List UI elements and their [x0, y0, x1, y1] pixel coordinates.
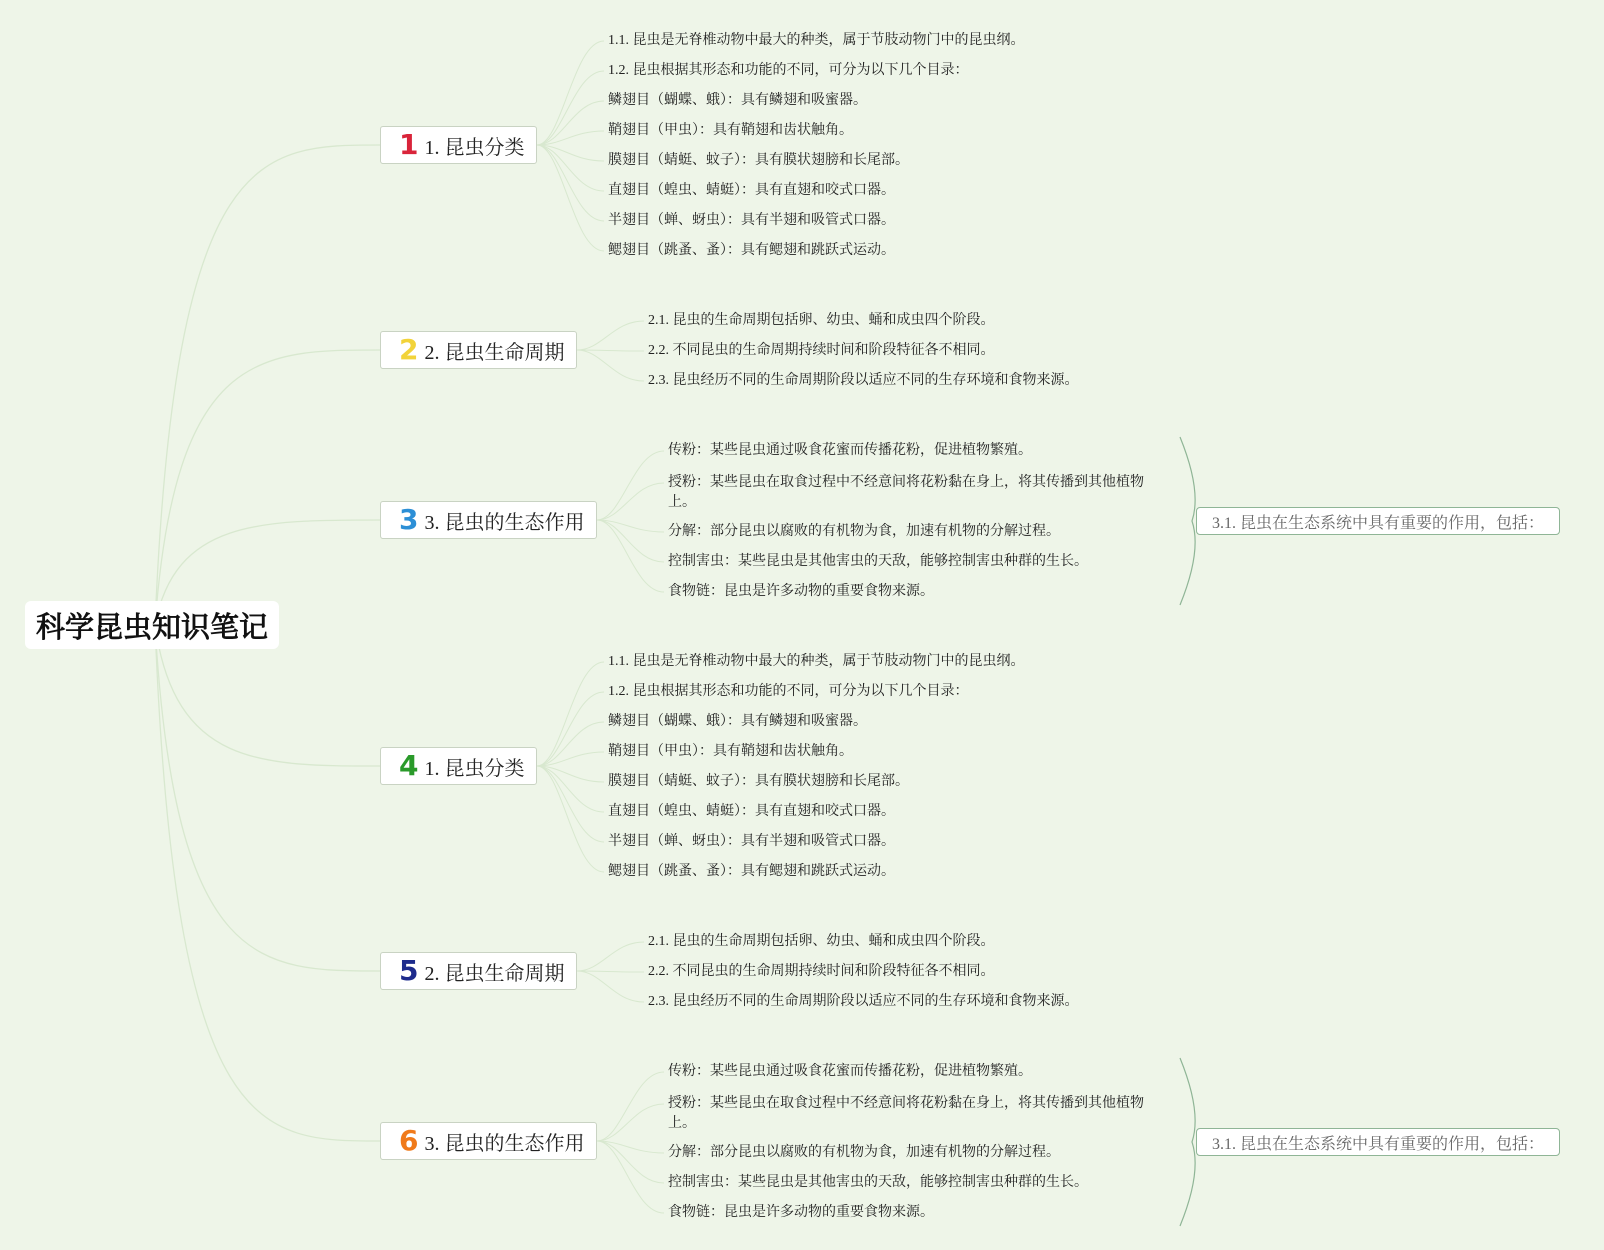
leaf-connector	[537, 131, 604, 145]
topic-4[interactable]	[380, 747, 537, 785]
leaf-item[interactable]: 传粉：某些昆虫通过吸食花蜜而传播花粉，促进植物繁殖。	[668, 1064, 1032, 1079]
leaf-connector	[537, 766, 604, 782]
leaf-connector	[537, 71, 604, 145]
leaf-connector	[597, 1141, 664, 1153]
leaf-item[interactable]: 2.3. 昆虫经历不同的生命周期阶段以适应不同的生存环境和食物来源。	[648, 373, 1079, 388]
leaf-item[interactable]: 2.2. 不同昆虫的生命周期持续时间和阶段特征各不相同。	[648, 964, 995, 979]
leaf-connector	[537, 722, 604, 766]
leaf-connector	[537, 145, 604, 251]
leaf-connector	[537, 766, 604, 842]
topic-3[interactable]	[380, 501, 597, 539]
leaf-connector	[597, 1141, 664, 1213]
leaf-item[interactable]: 控制害虫：某些昆虫是其他害虫的天敌，能够控制害虫种群的生长。	[668, 554, 1088, 569]
leaf-connector	[537, 145, 604, 161]
leaf-item[interactable]: 2.1. 昆虫的生命周期包括卵、幼虫、蛹和成虫四个阶段。	[648, 313, 995, 328]
leaf-item[interactable]: 食物链：昆虫是许多动物的重要食物来源。	[668, 1205, 934, 1220]
leaf-connector	[597, 451, 664, 520]
leaf-item[interactable]: 1.1. 昆虫是无脊椎动物中最大的种类，属于节肢动物门中的昆虫纲。	[608, 33, 1025, 48]
leaf-connector	[597, 1104, 664, 1141]
leaf-item[interactable]: 鳞翅目（蝴蝶、蛾）：具有鳞翅和吸蜜器。	[608, 93, 867, 108]
leaf-item[interactable]: 直翅目（蝗虫、蜻蜓）：具有直翅和咬式口器。	[608, 183, 895, 198]
topic-label: 3. 昆虫的生态作用	[424, 511, 585, 534]
topic-label: 2. 昆虫生命周期	[424, 341, 565, 364]
leaf-connector	[597, 1072, 664, 1141]
topic-1[interactable]	[380, 126, 537, 164]
topic-6[interactable]	[380, 1122, 597, 1160]
leaf-connector	[537, 662, 604, 766]
leaf-connector	[537, 692, 604, 766]
leaf-item[interactable]: 直翅目（蝗虫、蜻蜓）：具有直翅和咬式口器。	[608, 804, 895, 819]
summary-topic[interactable]: 3.1. 昆虫在生态系统中具有重要的作用，包括：	[1196, 507, 1560, 535]
leaf-item[interactable]: 授粉：某些昆虫在取食过程中不经意间将花粉黏在身上，将其传播到其他植物上。	[668, 1096, 1144, 1131]
leaf-connector	[597, 520, 664, 562]
leaf-item[interactable]: 膜翅目（蜻蜓、蚊子）：具有膜状翅膀和长尾部。	[608, 153, 909, 168]
topic-number-6: 6	[399, 1124, 419, 1157]
topic-number-1: 1	[399, 128, 419, 161]
leaf-item[interactable]: 鞘翅目（甲虫）：具有鞘翅和齿状触角。	[608, 123, 853, 138]
leaf-connector	[597, 520, 664, 532]
leaf-connector	[537, 145, 604, 221]
topic-2[interactable]	[380, 331, 577, 369]
leaf-connector	[577, 350, 644, 381]
leaf-item[interactable]: 鞘翅目（甲虫）：具有鞘翅和齿状触角。	[608, 744, 853, 759]
leaf-connector	[597, 1141, 664, 1183]
leaf-connector	[537, 41, 604, 145]
leaf-item[interactable]: 传粉：某些昆虫通过吸食花蜜而传播花粉，促进植物繁殖。	[668, 443, 1032, 458]
leaf-connector	[537, 752, 604, 766]
summary-bracket	[1180, 437, 1195, 605]
leaf-connector	[597, 520, 664, 592]
leaf-connector	[537, 766, 604, 872]
leaf-item[interactable]: 鳃翅目（跳蚤、蚤）：具有鳃翅和跳跃式运动。	[608, 864, 895, 879]
summary-topic[interactable]: 3.1. 昆虫在生态系统中具有重要的作用，包括：	[1196, 1128, 1560, 1156]
leaf-item[interactable]: 鳞翅目（蝴蝶、蛾）：具有鳞翅和吸蜜器。	[608, 714, 867, 729]
root-connector	[155, 625, 380, 1141]
leaf-connector	[577, 350, 644, 351]
leaf-item[interactable]: 2.3. 昆虫经历不同的生命周期阶段以适应不同的生存环境和食物来源。	[648, 994, 1079, 1009]
leaf-connector	[577, 971, 644, 972]
topic-number-2: 2	[399, 333, 419, 366]
leaf-connector	[597, 483, 664, 520]
topic-5[interactable]	[380, 952, 577, 990]
leaf-item[interactable]: 2.2. 不同昆虫的生命周期持续时间和阶段特征各不相同。	[648, 343, 995, 358]
leaf-item[interactable]: 半翅目（蝉、蚜虫）：具有半翅和吸管式口器。	[608, 213, 895, 228]
leaf-connector	[537, 145, 604, 191]
root-topic[interactable]: 科学昆虫知识笔记	[25, 601, 279, 649]
leaf-item[interactable]: 1.1. 昆虫是无脊椎动物中最大的种类，属于节肢动物门中的昆虫纲。	[608, 654, 1025, 669]
root-connector	[155, 625, 380, 971]
summary-bracket	[1180, 1058, 1195, 1226]
leaf-item[interactable]: 鳃翅目（跳蚤、蚤）：具有鳃翅和跳跃式运动。	[608, 243, 895, 258]
topic-number-3: 3	[399, 503, 419, 536]
root-connector	[155, 145, 380, 625]
root-connector	[155, 350, 380, 625]
leaf-connector	[537, 766, 604, 812]
leaf-connector	[537, 101, 604, 145]
topic-label: 3. 昆虫的生态作用	[424, 1132, 585, 1155]
leaf-item[interactable]: 1.2. 昆虫根据其形态和功能的不同，可分为以下几个目录：	[608, 684, 969, 699]
topic-label: 2. 昆虫生命周期	[424, 962, 565, 985]
leaf-item[interactable]: 食物链：昆虫是许多动物的重要食物来源。	[668, 584, 934, 599]
topic-number-5: 5	[399, 954, 419, 987]
leaf-item[interactable]: 半翅目（蝉、蚜虫）：具有半翅和吸管式口器。	[608, 834, 895, 849]
topic-label: 1. 昆虫分类	[424, 136, 525, 159]
topic-number-4: 4	[399, 749, 419, 782]
leaf-item[interactable]: 2.1. 昆虫的生命周期包括卵、幼虫、蛹和成虫四个阶段。	[648, 934, 995, 949]
leaf-item[interactable]: 1.2. 昆虫根据其形态和功能的不同，可分为以下几个目录：	[608, 63, 969, 78]
leaf-item[interactable]: 控制害虫：某些昆虫是其他害虫的天敌，能够控制害虫种群的生长。	[668, 1175, 1088, 1190]
leaf-connector	[577, 971, 644, 1002]
topic-label: 1. 昆虫分类	[424, 757, 525, 780]
leaf-connector	[577, 321, 644, 350]
leaf-connector	[577, 942, 644, 971]
leaf-item[interactable]: 膜翅目（蜻蜓、蚊子）：具有膜状翅膀和长尾部。	[608, 774, 909, 789]
leaf-item[interactable]: 分解：部分昆虫以腐败的有机物为食，加速有机物的分解过程。	[668, 1145, 1060, 1160]
leaf-item[interactable]: 授粉：某些昆虫在取食过程中不经意间将花粉黏在身上，将其传播到其他植物上。	[668, 475, 1144, 510]
leaf-item[interactable]: 分解：部分昆虫以腐败的有机物为食，加速有机物的分解过程。	[668, 524, 1060, 539]
